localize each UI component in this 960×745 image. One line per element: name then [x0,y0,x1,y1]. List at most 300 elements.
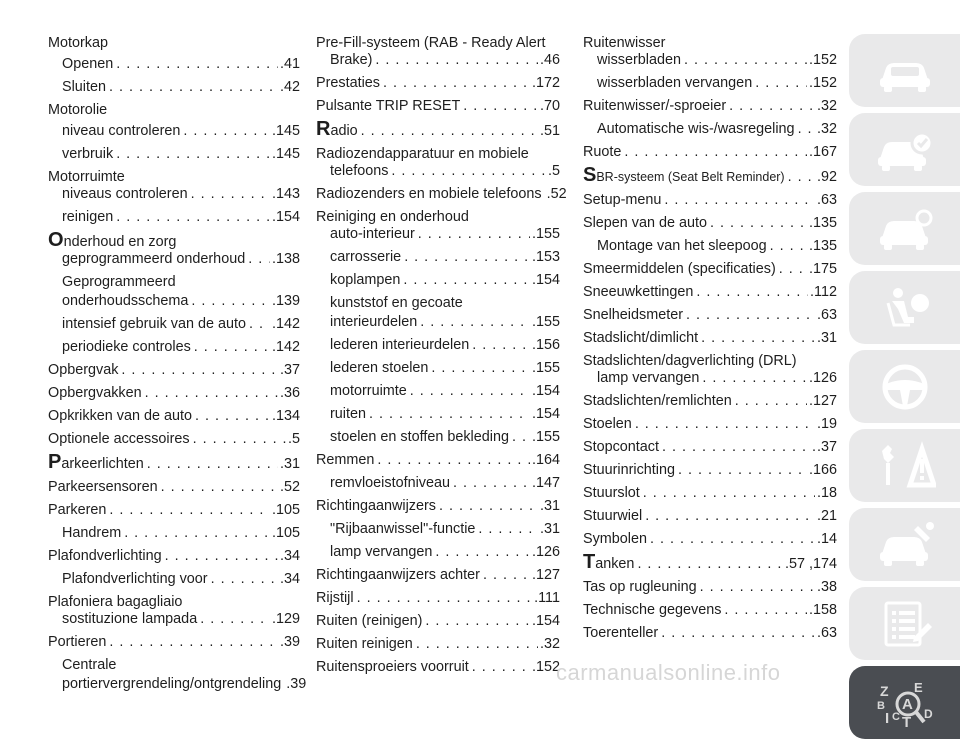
page-number: .154 [531,406,560,422]
index-entry[interactable] [583,530,837,549]
index-entry[interactable] [48,101,300,120]
index-entry-label: Opkrikken van de auto [48,408,192,424]
dot-leader [463,97,538,116]
dot-leader [416,635,538,654]
index-entry-label: Pre-Fill-systeem (RAB - Ready Alert [316,35,546,51]
index-entry-label: telefoons [330,163,389,179]
index-entry-text: BR-systeem (Seat Belt Reminder) [596,170,785,184]
index-entry[interactable] [316,248,560,267]
index-letter-b: B [876,699,885,712]
page-number: .70 [539,98,560,114]
index-entry[interactable] [583,415,837,434]
index-entry-label: Setup-menu [583,192,662,208]
index-entry[interactable] [583,120,837,139]
dot-leader [377,451,530,470]
index-entry-label: Rijstijl [316,590,354,606]
index-entry[interactable] [316,51,560,70]
page-number: .42 [279,79,300,95]
page-number: .142 [271,339,300,355]
page-number: .158 [808,602,837,618]
index-entry-label: Richtingaanwijzers [316,498,436,514]
index-entry-label: Motorruimte [48,169,125,185]
steering-wheel-icon [874,362,936,412]
page-number: .111 [534,590,560,606]
index-entry-label: Opbergvakken [48,385,142,401]
dot-leader [702,369,807,388]
index-entry[interactable] [48,633,300,652]
car-service-icon [874,520,936,570]
index-entry[interactable] [48,547,300,566]
index-entry[interactable] [316,635,560,654]
page-number: .175 [808,261,837,277]
index-entry-label: Snelheidsmeter [583,307,683,323]
index-entry[interactable] [583,143,837,162]
dot-leader [116,55,278,74]
airbag-icon [874,283,936,333]
index-entry[interactable] [48,430,300,449]
index-entry[interactable] [316,428,560,447]
page-number: .37 [279,362,300,378]
index-entry[interactable] [583,214,837,233]
page-number: .145 [271,146,300,162]
page-number: .154 [531,272,560,288]
index-entry[interactable] [48,610,300,629]
index-entry-label: Sluiten [62,79,107,95]
index-entry-label: Stuurslot [583,485,640,501]
page-number: .105 [271,525,300,541]
index-entry[interactable] [316,543,560,562]
index-entry-label: lamp vervangen [330,544,433,560]
index-entry-label: Montage van het sleepoog [597,238,767,254]
index-entry-label: Stadslicht/dimlicht [583,330,699,346]
index-entry-label-line: Geprogrammeerd [62,274,176,290]
car-dashboard-icon [874,46,936,96]
index-entry[interactable] [48,453,300,474]
index-entry[interactable] [316,120,560,141]
dot-leader [472,658,530,677]
index-entry[interactable] [583,74,837,93]
page-number: .126 [531,544,560,560]
index-entry-label: niveau controleren [62,123,181,139]
warning-triangle-icon [874,441,936,491]
page-number: .154 [531,613,560,629]
dot-leader [109,501,270,520]
index-entry-label: Handrem [62,525,122,541]
index-entry[interactable] [583,461,837,480]
dot-leader [684,51,807,70]
index-entry[interactable] [48,250,300,269]
index-entry[interactable] [48,570,300,589]
dot-leader [701,329,815,348]
page-number: .127 [531,567,560,583]
dot-leader [483,566,530,585]
index-entry[interactable] [316,566,560,585]
index-entry-text: adio [330,123,358,139]
page-number: .143 [271,186,300,202]
index-entry-label: Brake) [330,52,373,68]
index-entry-label: Ruitensproeiers voorruit [316,659,469,675]
dot-leader [431,359,530,378]
dot-leader [472,336,530,355]
page-number: .63 [816,192,837,208]
index-letter-d: D [923,706,933,721]
index-entry[interactable] [316,451,560,470]
index-entry[interactable] [316,225,560,244]
page-number: .155 [531,314,560,330]
tab-alphabetical-index[interactable] [849,666,960,739]
index-entry[interactable] [48,78,300,97]
dot-leader [116,208,270,227]
index-entry-label: koplampen [330,272,401,288]
dot-leader [770,237,807,256]
index-entry[interactable] [316,336,560,355]
index-entry[interactable] [48,231,300,252]
index-entry[interactable] [316,271,560,290]
index-entry[interactable] [583,166,837,187]
index-entry-label: geprogrammeerd onderhoud [62,251,246,267]
tab-warning[interactable] [849,429,960,502]
index-entry-label: sostituzione lampada [62,611,198,627]
index-entry[interactable] [316,359,560,378]
index-entry-label [316,120,361,141]
index-entry[interactable] [48,55,300,74]
tab-car-key[interactable] [849,192,960,265]
index-entry-label: motorruimte [330,383,407,399]
car-safety-icon [874,125,936,175]
page-number: .31 [279,456,300,472]
page-number: .41 [279,56,300,72]
page-number: .5 [547,163,560,179]
tab-technical-data[interactable] [849,587,960,660]
dot-leader [200,610,270,629]
index-initial-letter: T [583,551,596,573]
dot-leader [635,415,815,434]
technical-data-icon [874,599,936,649]
index-entry-label [583,553,637,574]
index-entry-label: Plafondverlichting voor [62,571,208,587]
page-number: .63 [816,307,837,323]
index-entry[interactable] [583,260,837,279]
page-number: .105 [271,502,300,518]
dot-leader [147,455,278,474]
page-number: .155 [531,226,560,242]
index-entry-label: Motorolie [48,102,108,118]
index-entry-label: Stadslichten/dagverlichting (DRL) [583,353,797,369]
tab-car-safety[interactable] [849,113,960,186]
page-number: .18 [816,485,837,501]
index-entry-label: Openen [62,56,114,72]
dot-leader [664,191,815,210]
index-entry[interactable] [583,306,837,325]
index-entry[interactable] [48,145,300,164]
index-entry-label: Ruitenwisser/-sproeier [583,98,727,114]
page-number: .155 [531,360,560,376]
dot-leader [624,143,807,162]
index-entry[interactable] [583,484,837,503]
index-entry-text: anken [595,556,635,572]
index-entry-label: Technische gegevens [583,602,722,618]
index-entry[interactable] [583,438,837,457]
dot-leader [404,248,530,267]
tab-airbag[interactable] [849,271,960,344]
index-entry[interactable] [583,237,837,256]
page-number: .127 [808,393,837,409]
index-entry-label: Smeermiddelen (specificaties) [583,261,776,277]
dot-leader [710,214,807,233]
index-entry-label [583,166,788,187]
dot-leader [391,162,546,181]
page-number: .154 [531,383,560,399]
tab-car-service[interactable] [849,508,960,581]
index-entry[interactable] [48,122,300,141]
page-number: .167 [808,144,837,160]
index-entry[interactable] [316,474,560,493]
index-entry-label: Ruiten reinigen [316,636,413,652]
tab-car-dashboard[interactable] [849,34,960,107]
index-entry-label: reinigen [62,209,114,225]
page-number: .164 [531,452,560,468]
index-entry[interactable] [316,658,560,677]
page-number: .92 [816,169,837,185]
index-entry[interactable] [583,578,837,597]
index-entry[interactable] [583,624,837,643]
page-number: .129 [271,611,300,627]
index-entry-label: lamp vervangen [597,370,700,386]
dot-leader [194,338,270,357]
page-number: .152 [531,659,560,675]
index-entry-label: lederen interieurdelen [330,337,470,353]
index-entry[interactable] [48,501,300,520]
index-initial-letter: S [583,164,597,186]
watermark: carmanualsonline.info [556,660,781,685]
index-entry-label: Stadslichten/remlichten [583,393,732,409]
page-number: .32 [539,636,560,652]
page-number: .19 [816,416,837,432]
dot-leader [193,430,286,449]
index-entry[interactable] [48,384,300,403]
index-entry-label: lederen stoelen [330,360,429,376]
dot-leader [249,315,270,334]
index-column-1 [48,34,307,698]
index-entry-label: Remmen [316,452,375,468]
index-entry-label: stoelen en stoffen bekleding [330,429,509,445]
index-entry-label: Stoelen [583,416,632,432]
index-entry[interactable] [316,382,560,401]
index-entry[interactable] [316,294,560,332]
dot-leader [248,250,270,269]
index-entry-label: "Rijbaanwissel"-functie [330,521,476,537]
index-entry[interactable] [48,656,307,694]
page-number: .5 [287,431,300,447]
index-entry-label: Symbolen [583,531,647,547]
index-entry-label: periodieke controles [62,339,191,355]
dot-leader [191,185,270,204]
index-entry-label: interieurdelen [330,314,418,330]
index-initial-letter: P [48,451,62,473]
page-number: .142 [271,316,300,332]
index-entry-label: Portieren [48,634,107,650]
index-entry[interactable] [316,162,560,181]
index-initial-letter: R [316,118,331,140]
index-entry[interactable] [48,407,300,426]
page-number: .134 [271,408,300,424]
index-entry-label: Motorkap [48,35,108,51]
index-entry[interactable] [583,191,837,210]
index-entry-label: auto-interieur [330,226,415,242]
index-letter-z: Z [879,682,889,699]
dot-leader [191,292,270,311]
index-entry[interactable] [583,392,837,411]
dot-leader [165,547,278,566]
index-entry-label: niveaus controleren [62,186,188,202]
dot-leader [779,260,807,279]
dot-leader [453,474,530,493]
index-entry-label: Pulsante TRIP RESET [316,98,461,114]
page-number: .153 [531,249,560,265]
dot-leader [729,97,815,116]
dot-leader [696,283,808,302]
page-number: .112 [810,284,837,300]
index-entry[interactable] [316,405,560,424]
index-entry-label: Optionele accessoires [48,431,190,447]
index-entry-label: Tas op rugleuning [583,579,697,595]
page-number: .135 [808,215,837,231]
dot-leader [195,407,270,426]
page-number: .36 [279,385,300,401]
index-entry[interactable] [316,589,560,608]
index-entry-label: carrosserie [330,249,402,265]
dot-leader [755,74,807,93]
index-entry[interactable] [583,329,837,348]
dot-leader [116,145,270,164]
index-entry-label: remvloeistofniveau [330,475,450,491]
dot-leader [375,51,538,70]
index-entry[interactable] [316,497,560,516]
dot-leader [357,589,533,608]
dot-leader [161,478,278,497]
dot-leader [735,392,807,411]
index-entry[interactable] [48,478,300,497]
dot-leader [109,633,278,652]
page-number: .156 [531,337,560,353]
page-number: .32 [816,98,837,114]
index-entry-label: Automatische wis-/wasregeling [597,121,795,137]
page-number: .139 [271,293,300,309]
index-entry[interactable] [316,612,560,631]
page-number: .152 [808,75,837,91]
index-initial-letter: O [48,229,64,251]
page-number: .152 [808,52,837,68]
index-letter-a: A [901,695,913,713]
index-letter-e: E [913,679,923,695]
index-entry-label: intensief gebruik van de auto [62,316,247,332]
index-entry[interactable] [583,601,837,620]
index-entry-label: Richtingaanwijzers achter [316,567,480,583]
index-entry-label: portiervergrendeling/ontgrendeling [62,676,282,692]
index-entry[interactable] [316,97,560,116]
page-number: .21 [816,508,837,524]
index-entry-label: Parkeren [48,502,107,518]
index-entry-text: arkeerlichten [61,456,144,472]
page-number: .155 [531,429,560,445]
page-number: .31 [539,521,560,537]
page-number: .32 [816,121,837,137]
tab-steering-wheel[interactable] [849,350,960,423]
index-entry[interactable] [583,51,837,70]
index-entry-label: Ruote [583,144,622,160]
index-entry[interactable] [48,361,300,380]
index-entry[interactable] [48,185,300,204]
dot-leader [418,225,530,244]
index-entry[interactable] [48,315,300,334]
index-entry[interactable] [316,74,560,93]
page-number: .34 [279,548,300,564]
index-entry[interactable] [583,507,837,526]
index-letter-c: C [891,710,900,723]
index-entry-label: Slepen van de auto [583,215,708,231]
page-number: .51 [539,123,560,139]
page-number: .63 [816,625,837,641]
index-entry[interactable] [48,208,300,227]
dot-leader [512,428,530,447]
page-number: .147 [531,475,560,491]
dot-leader [678,461,807,480]
dot-leader [145,384,278,403]
index-entry[interactable] [316,185,567,204]
index-entry-label: Plafoniera bagagliaio [48,594,183,610]
dot-leader [700,578,815,597]
dot-leader [425,612,530,631]
page-number: .39 [286,676,307,692]
index-column-2 [316,34,567,681]
page-number: .39 [279,634,300,650]
index-entry-label: wisserbladen vervangen [597,75,753,91]
dot-leader [183,122,270,141]
index-entry-label [48,453,147,474]
index-entry-label: Stuurwiel [583,508,643,524]
index-entry[interactable] [48,338,300,357]
index-entry[interactable] [48,524,300,543]
index-entry[interactable] [583,283,837,302]
page-number: .57 ,174 [784,556,837,572]
dot-leader [724,601,807,620]
index-entry[interactable] [583,553,837,574]
dot-leader [383,74,530,93]
index-entry[interactable] [583,97,837,116]
index-entry-label-line: Centrale [62,657,117,673]
index-entry-label: Sneeuwkettingen [583,284,694,300]
index-column-3 [583,34,837,647]
index-entry-label: Stuurinrichting [583,462,675,478]
index-entry[interactable] [316,520,560,539]
index-entry[interactable] [583,369,837,388]
chapter-tabs [849,34,960,745]
index-entry-label: onderhoudsschema [62,293,189,309]
page-number: .31 [816,330,837,346]
index-entry[interactable] [48,34,300,53]
index-entry[interactable] [48,273,300,311]
index-entry-label [48,231,179,252]
index-entry-label: verbruik [62,146,114,162]
page-number: .145 [271,123,300,139]
index-entry-label: Opbergvak [48,362,119,378]
index-entry-label: Prestaties [316,75,380,91]
dot-leader [637,555,783,574]
dot-leader [798,120,815,139]
index-entry-label: Reiniging en onderhoud [316,209,469,225]
index-entry-label: Radiozenders en mobiele telefoons [316,186,542,202]
dot-leader [650,530,815,549]
